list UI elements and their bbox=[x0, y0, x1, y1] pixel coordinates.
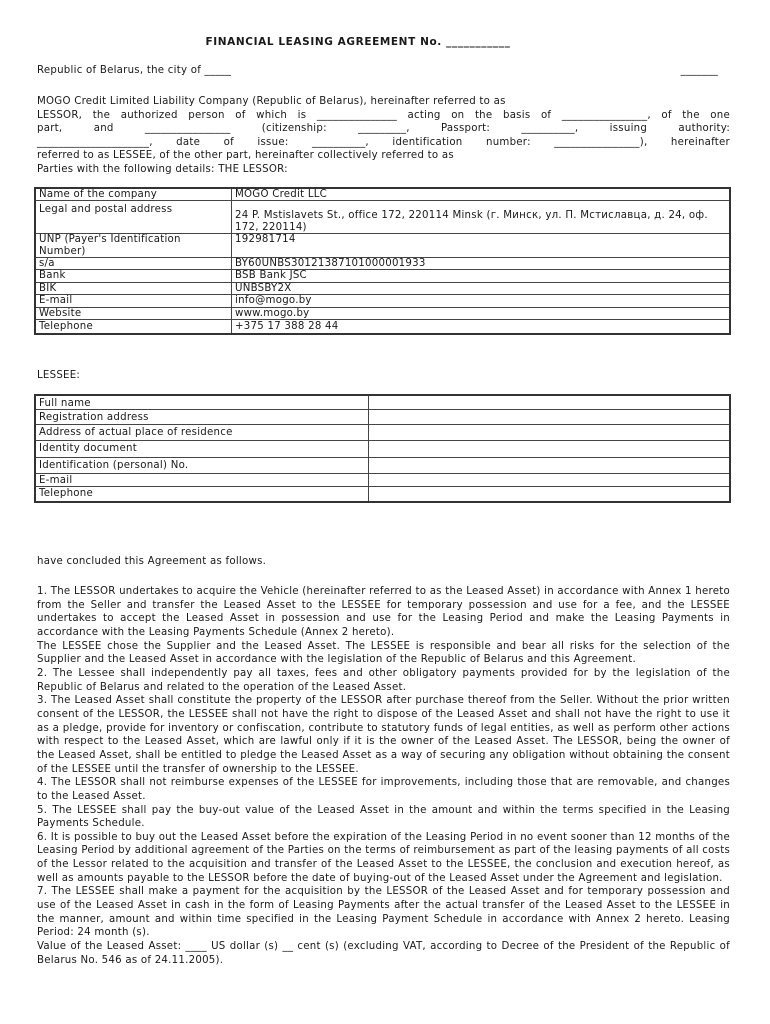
row-label: E-mail bbox=[35, 474, 369, 487]
intro-line: part, and ________________ (citizenship: _________, Passport: __________, issuing authority: bbox=[37, 123, 730, 135]
table-row bbox=[35, 258, 730, 270]
row-value: UNBSBY2X bbox=[232, 282, 731, 294]
date-field: _______ bbox=[680, 65, 718, 76]
table-row bbox=[35, 282, 730, 294]
clause: The LESSEE chose the Supplier and the Leased Asset. The LESSEE is responsible and bear all risks for the selection of the Supplier and the Leased Asset in accordance with the legislation of the Republic of Belarus and this Agreement. bbox=[37, 640, 730, 666]
row-label: Full name bbox=[35, 395, 369, 410]
city-line bbox=[37, 65, 718, 76]
row-value bbox=[369, 474, 731, 487]
agreement-title: FINANCIAL LEASING AGREEMENT No. ___________ bbox=[205, 36, 511, 48]
table-row bbox=[35, 234, 730, 258]
table-row bbox=[35, 295, 730, 307]
city-field: Republic of Belarus, the city of _____ bbox=[37, 65, 232, 76]
clause: Value of the Leased Asset: ____ US dollar (s) __ cent (s) (excluding VAT, according to Decree of the President of the Republic of Belarus No. 546 as of 24.11.2005). bbox=[37, 941, 730, 966]
row-value: www.mogo.by bbox=[232, 307, 731, 319]
table-row bbox=[35, 441, 730, 457]
row-label: Address of actual place of residence bbox=[35, 424, 369, 440]
row-label: BIK bbox=[35, 282, 232, 294]
row-value: +375 17 388 28 44 bbox=[232, 320, 731, 335]
table-row bbox=[35, 307, 730, 319]
clause: 6. It is possible to buy out the Leased Asset before the expiration of the Leasing Period in no event sooner than 12 months of the Leasing Period by additional agreement of the Parties on the terms of reimbursement as part of the leasing payments of all costs of the Lessor related to the acquisition and transfer of the Leased Asset to the LESSEE, the conclusion and execution hereof, as well as amounts payable to the LESSOR before the date of buying-out of the Leased Asset under the Agreement and legislation. bbox=[37, 831, 730, 884]
lessor-details-table bbox=[34, 187, 731, 335]
table-row bbox=[35, 270, 730, 282]
table-row bbox=[35, 487, 730, 502]
row-label: Telephone bbox=[35, 320, 232, 335]
intro-line: referred to as LESSEE, of the other part, hereinafter collectively referred to as bbox=[37, 150, 454, 162]
lessee-heading: LESSEE: bbox=[37, 370, 81, 381]
row-label: Website bbox=[35, 307, 232, 319]
table-row bbox=[35, 457, 730, 473]
table-row bbox=[35, 320, 730, 335]
row-value bbox=[369, 424, 731, 440]
row-value: 192981714 bbox=[232, 234, 731, 258]
row-label: Identity document bbox=[35, 441, 369, 457]
row-label: Registration address bbox=[35, 410, 369, 424]
row-label: UNP (Payer's Identification Number) bbox=[35, 234, 232, 258]
row-value: info@mogo.by bbox=[232, 295, 731, 307]
row-value: BSB Bank JSC bbox=[232, 270, 731, 282]
table-row bbox=[35, 395, 730, 410]
row-value bbox=[369, 487, 731, 502]
row-label: Legal and postal address bbox=[35, 201, 232, 234]
row-label: Name of the company bbox=[35, 188, 232, 201]
intro-line: Parties with the following details: THE LESSOR: bbox=[37, 163, 288, 175]
table-row bbox=[35, 201, 730, 234]
row-value bbox=[369, 410, 731, 424]
row-value: BY60UNBS30121387101000001933 bbox=[232, 258, 731, 270]
row-value bbox=[369, 457, 731, 473]
table-row bbox=[35, 474, 730, 487]
clause: 5. The LESSEE shall pay the buy-out value of the Leased Asset in the amount and within the terms specified in the Leasing Payments Schedule. bbox=[37, 804, 730, 830]
row-value bbox=[369, 441, 731, 457]
clause: 4. The LESSOR shall not reimburse expenses of the LESSEE for improvements, including those that are removable, and changes to the Leased Asset. bbox=[37, 777, 730, 802]
parties-intro bbox=[37, 95, 730, 177]
table-row bbox=[35, 424, 730, 440]
intro-line: _____________________, date of issue: __________, identification number: ________________), hereinafter bbox=[37, 136, 730, 148]
row-value: 24 P. Mstislavets St., office 172, 220114 Minsk (г. Минск, ул. П. Мстиславца, д. 24, оф. 172, 220114) bbox=[232, 201, 731, 234]
agreement-clauses bbox=[37, 585, 730, 967]
clause: 1. The LESSOR undertakes to acquire the Vehicle (hereinafter referred to as the Leased Asset) in accordance with Annex 1 hereto from the Seller and transfer the Leased Asset to the LESSEE for temporary possession and use for a fee, and the LESSEE undertakes to accept the Leased Asset in possession and use for the Leasing Period and make the Leasing Payments in accordance with the Leasing Payments Schedule (Annex 2 hereto). bbox=[37, 586, 730, 638]
intro-line: LESSOR, the authorized person of which is _______________ acting on the basis of ________________, of the one bbox=[37, 109, 730, 121]
row-label: s/a bbox=[35, 258, 232, 270]
clause: 2. The Lessee shall independently pay all taxes, fees and other obligatory payments provided for by the legislation of the Republic of Belarus and related to the operation of the Leased Asset. bbox=[37, 667, 730, 693]
row-label: Identification (personal) No. bbox=[35, 457, 369, 473]
row-value bbox=[369, 395, 731, 410]
intro-line: MOGO Credit Limited Liability Company (Republic of Belarus), hereinafter referred to as bbox=[37, 96, 506, 107]
clause: 3. The Leased Asset shall constitute the property of the LESSOR after purchase thereof from the Seller. Without the prior written consent of the LESSOR, the LESSEE shall not have the right to dispose of the Leased Asset and shall not have the right to use it as a pledge, provide for inventory or confiscation, contribute to statutory funds of legal entities, as well as perform other actions with respect to the Leased Asset, which are lawful only if it is the owner of the Leased Asset. The LESSOR, being the owner of the Leased Asset, shall be entitled to pledge the Leased Asset as a way of securing any obligation without obtaining the consent of the LESSEE until the transfer of ownership to the LESSEE. bbox=[37, 695, 730, 775]
row-value: MOGO Credit LLC bbox=[232, 188, 731, 201]
clause: 7. The LESSEE shall make a payment for the acquisition by the LESSOR of the Leased Asset and for temporary possession and use of the Leased Asset in cash in the form of Leasing Payments after the actual transfer of the Leased Asset to the LESSEE in the manner, amount and within time specified in the Leasing Payment Schedule in accordance with Annex 2 hereto. Leasing Period: 24 month (s). bbox=[37, 886, 730, 939]
table-row bbox=[35, 410, 730, 424]
lessee-details-table bbox=[34, 394, 731, 503]
table-row bbox=[35, 188, 730, 201]
row-label: E-mail bbox=[35, 295, 232, 307]
concluded-line: have concluded this Agreement as follows. bbox=[37, 556, 267, 567]
row-label: Telephone bbox=[35, 487, 369, 502]
row-label: Bank bbox=[35, 270, 232, 282]
